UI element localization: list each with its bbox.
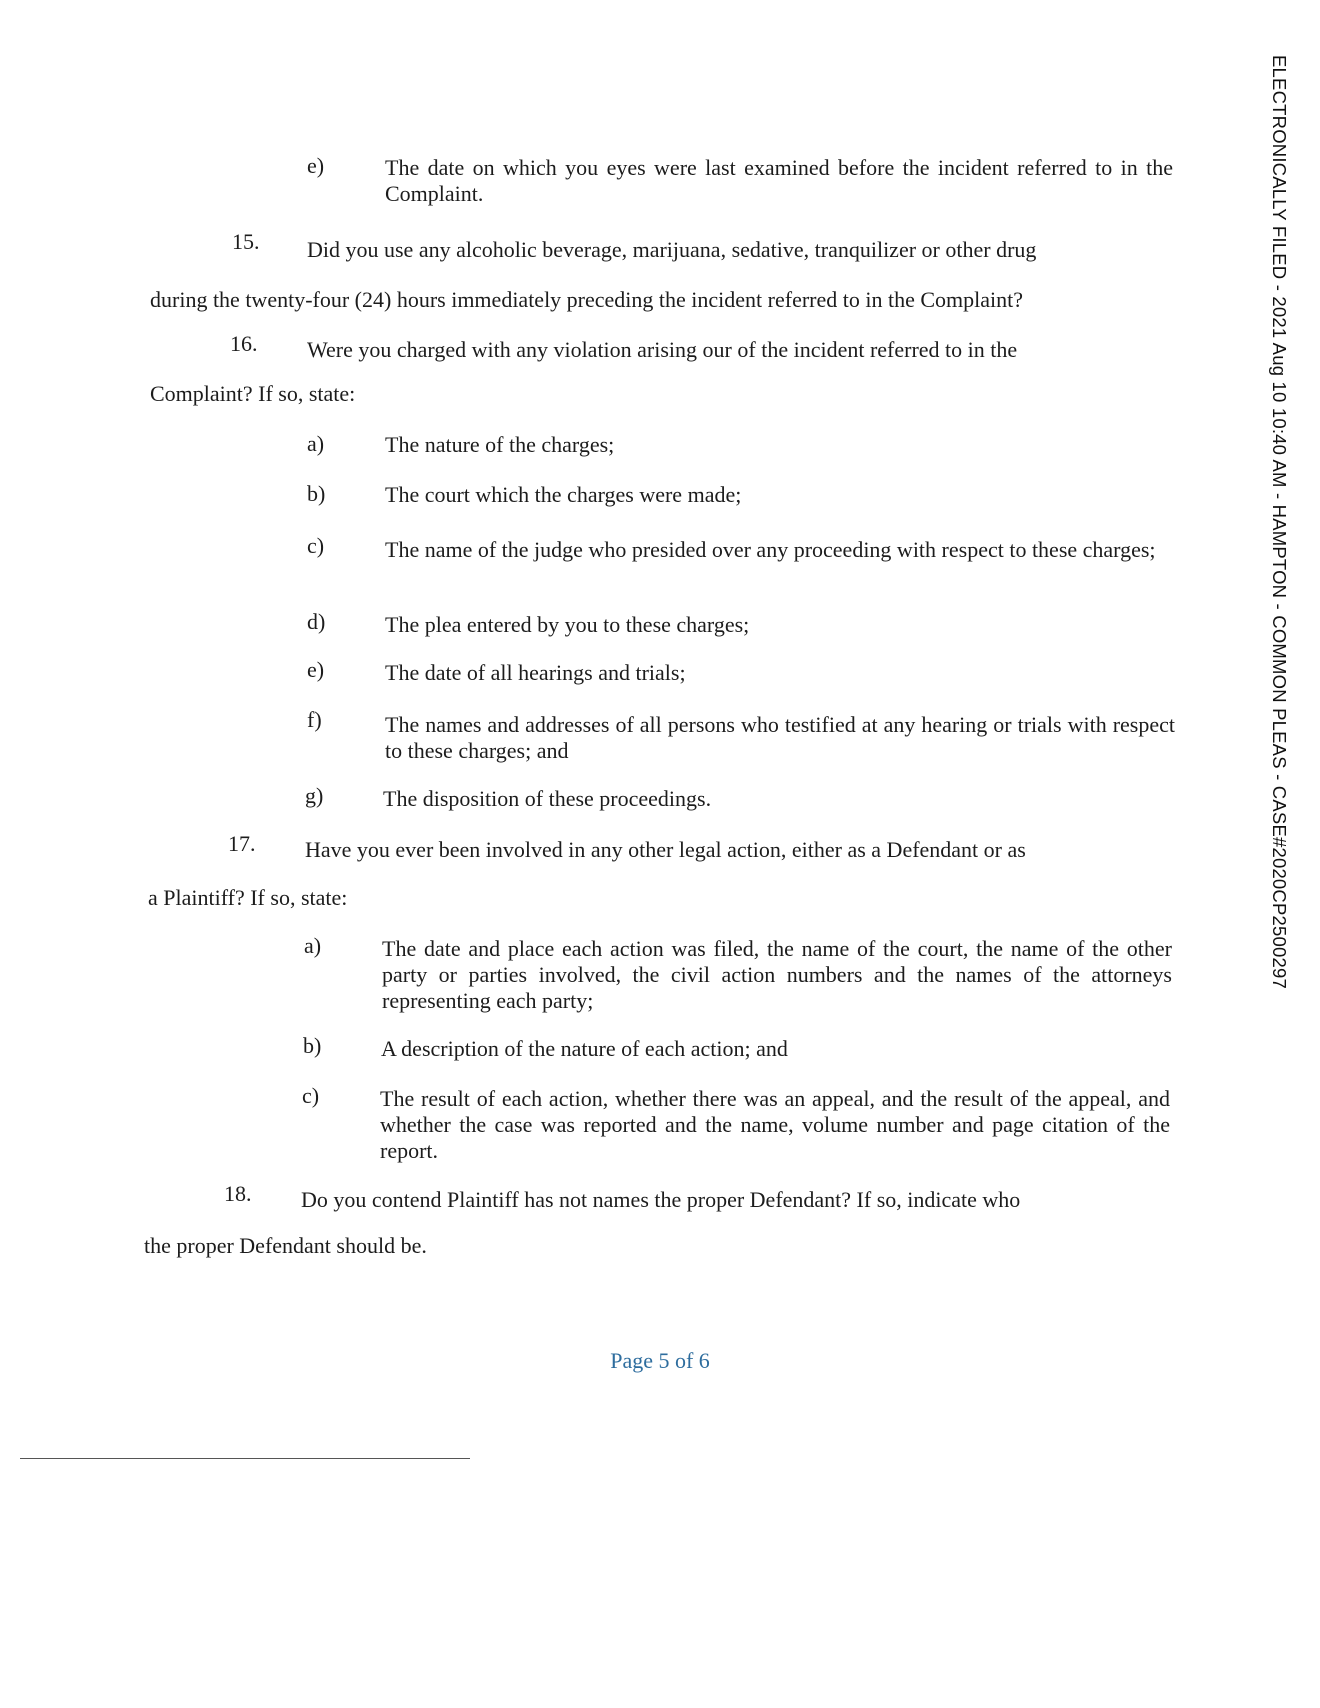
q17-number: 17. — [228, 831, 256, 856]
q16-item-g-text: The disposition of these proceedings. — [383, 786, 712, 811]
page-number: Page 5 of 6 — [610, 1348, 710, 1373]
q16-item-b-letter: b) — [307, 481, 326, 506]
q14-item-letter: e) — [307, 153, 325, 178]
q16-item-d-letter: d) — [307, 609, 326, 634]
q16-item-g-letter: g) — [305, 783, 324, 808]
q18-number: 18. — [224, 1181, 252, 1206]
q16-item-f-text: The names and addresses of all persons who testified at any hearing or trials with respect to these charges; and — [385, 712, 1175, 763]
electronic-filing-stamp: ELECTRONICALLY FILED - 2021 Aug 10 10:40 AM - HAMPTON - COMMON PLEAS - CASE#2020CP2500297 — [1269, 55, 1290, 989]
q17-item-b-text: A description of the nature of each action; and — [381, 1036, 788, 1061]
q17-line-2: a Plaintiff? If so, state: — [148, 885, 348, 910]
q16-item-a-text: The nature of the charges; — [385, 432, 615, 457]
q16-item-b-text: The court which the charges were made; — [385, 482, 742, 507]
q15-line-1: Did you use any alcoholic beverage, marijuana, sedative, tranquilizer or other drug — [307, 237, 1037, 262]
q17-item-b-letter: b) — [303, 1033, 322, 1058]
q17-item-c-text: The result of each action, whether there was an appeal, and the result of the appeal, and whether the case was reported and the name, volume number and page citation of the report. — [380, 1086, 1170, 1163]
q16-item-e-letter: e) — [307, 657, 325, 682]
q16-item-a-letter: a) — [307, 431, 325, 456]
q16-number: 16. — [230, 331, 258, 356]
q17-item-c-letter: c) — [302, 1083, 320, 1108]
q16-item-f-letter: f) — [307, 707, 322, 732]
q15-line-2: during the twenty-four (24) hours immediately preceding the incident referred to in the Complaint? — [150, 287, 1024, 312]
footer-divider — [20, 1458, 470, 1459]
q16-item-d-text: The plea entered by you to these charges; — [385, 612, 750, 637]
q16-line-2: Complaint? If so, state: — [150, 381, 356, 406]
q17-item-a-text: The date and place each action was filed, the name of the court, the name of the other party or parties involved, the civil action numbers and the names of the attorneys representing each party; — [382, 936, 1172, 1013]
q16-line-1: Were you charged with any violation arising our of the incident referred to in the — [307, 337, 1018, 362]
q17-line-1: Have you ever been involved in any other legal action, either as a Defendant or as — [305, 837, 1026, 862]
q18-line-1: Do you contend Plaintiff has not names the proper Defendant? If so, indicate who — [301, 1187, 1021, 1212]
q16-item-e-text: The date of all hearings and trials; — [385, 660, 686, 685]
q14-item-text: The date on which you eyes were last examined before the incident referred to in the Complaint. — [385, 155, 1173, 206]
q17-item-a-letter: a) — [304, 933, 322, 958]
q15-number: 15. — [232, 229, 260, 254]
q16-item-c-text: The name of the judge who presided over any proceeding with respect to these charges; — [385, 537, 1156, 562]
q16-item-c-letter: c) — [307, 533, 325, 558]
q18-line-2: the proper Defendant should be. — [144, 1233, 427, 1258]
